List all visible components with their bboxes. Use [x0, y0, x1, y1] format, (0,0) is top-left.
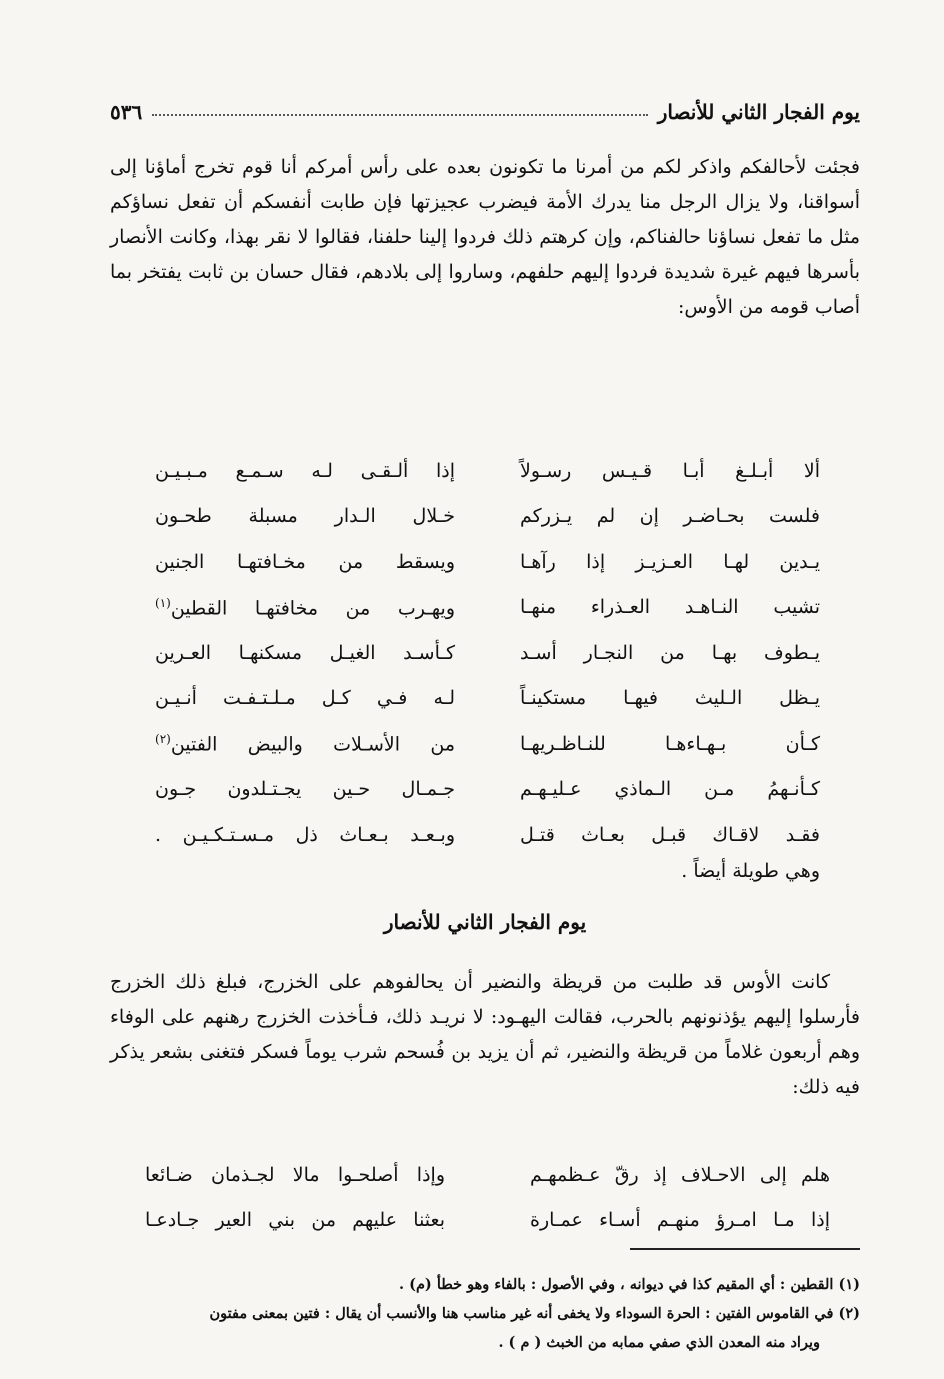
verse-line [155, 448, 820, 494]
verse-second-hemistich [155, 687, 455, 709]
verse-first-hemistich: هلم إلى الاحـلاف إذ رقّ عـظمهـم [530, 1163, 830, 1186]
verse-line [155, 812, 820, 858]
verse-line [145, 1152, 830, 1198]
verse-second-hemistich [155, 824, 455, 846]
verse-second-hemistich [155, 505, 455, 527]
verse-second-hemistich [155, 596, 455, 619]
verse-second-text: ويهـرب من مخافتهـا القطين [170, 596, 455, 619]
verse-second-text: كـأسـد الغيـل مسكنهـا العـرين [155, 641, 455, 664]
verse-line [145, 1198, 830, 1244]
verse-second-text: إذا ألـقـى لـه سـمـع مـبـيـن [155, 459, 455, 482]
footnotes [110, 1270, 860, 1357]
footnote-reference: (١) [155, 595, 171, 610]
verse-line [155, 585, 820, 631]
footnote-2: (٢) في القاموس الفتين : الحرة السوداء ولا يخفى أنه غير مناسب هنا والأنسب أن يقال : فتين بمعنى مفتون [209, 1305, 860, 1322]
footnote-1: (١) القطين : أي المقيم كذا في ديوانه ، وفي الأصول : بالفاء وهو خطأ (م) . [399, 1276, 860, 1293]
verse-line [155, 494, 820, 540]
verse-second-text: بعثنا عليهم من بني العير جـادعـا [145, 1209, 445, 1232]
section-paragraph-block [110, 965, 860, 1105]
verse-first-hemistich: فلست بحـاضـر إن لم يـزركم [520, 505, 820, 528]
verse-line [155, 767, 820, 813]
verse-second-hemistich [145, 1164, 445, 1186]
verse-line [155, 676, 820, 722]
running-header [110, 88, 860, 124]
section-heading: يوم الفجار الثاني للأنصار [383, 910, 587, 934]
footnote-reference: (٢) [155, 732, 171, 747]
poem-yazid [145, 1152, 830, 1243]
verse-second-hemistich [155, 642, 455, 664]
verse-second-hemistich [155, 551, 455, 573]
verse-first-hemistich: إذا مـا امـرؤ منهـم أسـاء عمـارة [530, 1209, 830, 1232]
footnote-separator [630, 1248, 860, 1250]
verse-second-text: جـمـال حـين يجـتـلدون جـون [155, 778, 455, 801]
verse-second-text: من الأسـلات والبيض الفتين [170, 733, 455, 756]
verse-first-hemistich: تشيب النـاهـد العـذراء منهـا [520, 596, 820, 619]
verse-first-hemistich: يـظل الـليث فيهـا مستكينـاً [520, 687, 820, 710]
verse-second-hemistich [155, 778, 455, 800]
verse-first-hemistich: ألا أبـلـغ أبـا قـيـس رسـولاً [520, 459, 820, 482]
verse-second-text: خـلال الـدار مسبلة طحـون [155, 505, 455, 528]
verse-first-hemistich: كـأن بـهـاءهـا للنـاظـريهـا [520, 732, 820, 755]
header-leader-dots [152, 114, 647, 116]
after-poem-note: وهي طويلة أيضاً . [681, 860, 820, 882]
verse-second-text: وبـعـد بـعـاث ذل مـسـتـكـيـن . [155, 823, 455, 846]
verse-second-hemistich [155, 732, 455, 755]
intro-paragraph-block [110, 150, 860, 325]
verse-first-hemistich: يـطوف بهـا من النجـار أسـد [520, 641, 820, 664]
verse-second-hemistich [145, 1209, 445, 1231]
verse-second-text: وإذا أصلحـوا مالا لجـذمان ضـائعا [145, 1163, 445, 1186]
poem-hassan [155, 448, 820, 858]
verse-first-hemistich: فقـد لاقـاك قبـل بعـاث قتـل [520, 823, 820, 846]
verse-second-text: ويسقط من مخـافتهـا الجنين [155, 550, 455, 573]
verse-second-hemistich [155, 460, 455, 482]
footnote-2-continued: ويراد منه المعدن الذي صفي ممابه من الخبث ( م ) . [498, 1334, 820, 1351]
page-number: ٥٣٦ [110, 100, 143, 124]
verse-first-hemistich: يـدين لهـا العـزيـز إذا رآهـا [520, 550, 820, 573]
verse-line [155, 721, 820, 767]
verse-line [155, 539, 820, 585]
verse-first-hemistich: كـأنـهمُ مـن الـماذي عـليـهـم [520, 778, 820, 801]
section-paragraph: كانت الأوس قد طلبت من قريظة والنضير أن يحالفوهم على الخزرج، فبلغ ذلك الخزرج فأرسلوا إليهم يؤذنونهم بالحرب، فقالت اليهـود: لا نريـد ذلك، فـأخذت الخزرج رهنهم على الوفاء وهم أربعون غلاماً من قريظة والنضير، ثم أن يزيد بن فُسحم شرب يوماً فسكر فتغنى بشعر يذكر فيه ذلك: [110, 971, 860, 1098]
verse-second-text: لـه فـي كـل مـلـتـفـت أنـيـن [155, 687, 455, 710]
header-title: يوم الفجار الثاني للأنصار [657, 100, 860, 124]
document-page [110, 70, 860, 1350]
verse-line [155, 630, 820, 676]
intro-paragraph: فجئت لأحالفكم واذكر لكم من أمرنا ما تكونون بعده على رأس أمركم أنا قوم تخرج أماؤنا إلى أسواقنا، ولا يزال الرجل منا يدرك الأمة فيضرب عجيزتها فإن طابت أنفسكم أن تفعل نساؤكم مثل ما تفعل نساؤنا حالفناكم، وإن كرهتم ذلك فردوا إلينا حلفنا، فقالوا لا نقر بهذا، وكانت الأنصار بأسرها فيهم غيرة شديدة فردوا إليهم حلفهم، وساروا إلى بلادهم، فقال حسان بن ثابت يفتخر بما أصاب قومه من الأوس: [110, 156, 860, 318]
